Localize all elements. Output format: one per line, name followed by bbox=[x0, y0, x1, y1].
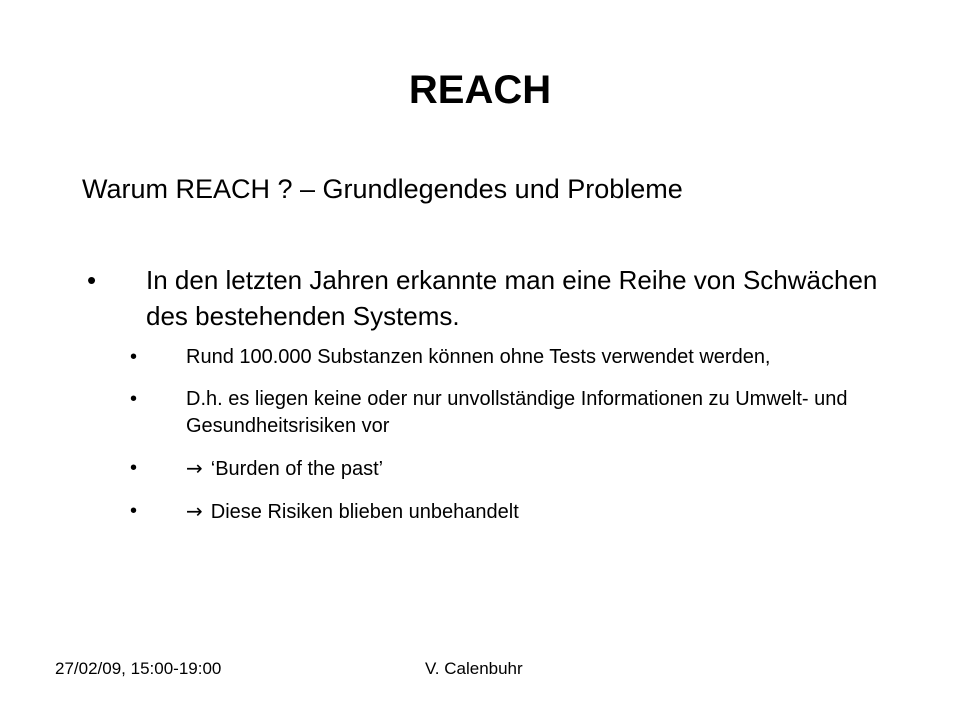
sub-bullet-text: D.h. es liegen keine oder nur unvollständige Informationen zu Umwelt- und Gesundheitsrisiken vor bbox=[186, 388, 848, 437]
arrow-right-icon: → bbox=[186, 499, 203, 523]
bullet-dot: • bbox=[130, 346, 138, 368]
sub-bullet-text: Rund 100.000 Substanzen können ohne Tests verwendet werden, bbox=[186, 346, 771, 368]
sub-bullet bbox=[130, 498, 930, 526]
sub-bullet-text: Diese Risiken blieben unbehandelt bbox=[210, 501, 519, 523]
bullet-dot: • bbox=[130, 500, 138, 522]
sub-bullet bbox=[130, 344, 930, 371]
bullet-dot: • bbox=[130, 457, 138, 479]
slide-subtitle: Warum REACH ? – Grundlegendes und Probleme bbox=[82, 174, 683, 204]
sub-bullet-content bbox=[186, 498, 930, 526]
slide-title: REACH bbox=[408, 68, 552, 112]
bullet-dot: • bbox=[87, 265, 97, 295]
footer-author: V. Calenbuhr bbox=[425, 659, 523, 678]
main-bullet bbox=[82, 262, 902, 334]
main-bullet-text: In den letzten Jahren erkannte man eine Reihe von Schwächen des bestehenden Systems. bbox=[146, 265, 878, 331]
sub-bullet-list bbox=[130, 344, 930, 541]
sub-bullet bbox=[130, 386, 930, 440]
footer-date: 27/02/09, 15:00-19:00 bbox=[55, 659, 222, 678]
sub-bullet-text: ‘Burden of the past’ bbox=[210, 458, 384, 480]
arrow-right-icon: → bbox=[186, 456, 203, 480]
sub-bullet bbox=[130, 455, 930, 483]
bullet-dot: • bbox=[130, 388, 138, 410]
sub-bullet-content bbox=[186, 455, 930, 483]
